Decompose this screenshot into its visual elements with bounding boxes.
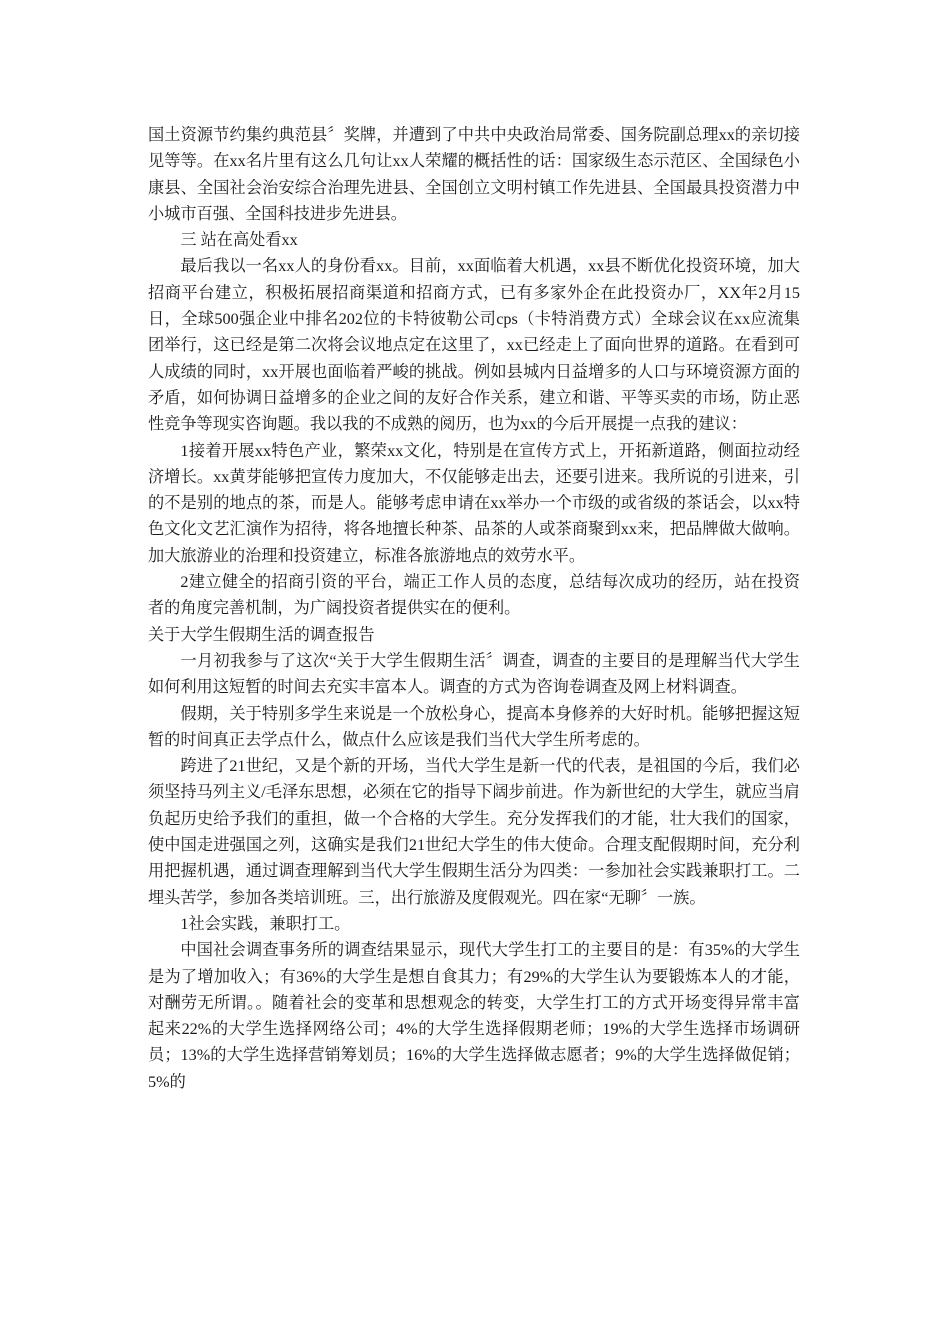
paragraph-opportunity-challenge: 最后我以一名xx人的身份看xx。目前，xx面临着大机遇，xx县不断优化投资环境，加大招商平台建立，积极拓展招商渠道和招商方式，已有多家外企在此投资办厂，XX年2月15日，全球500强企业中排名202位的卡特彼勒公司cps（卡特消费方式）全球会议在xx应流集团举行，这已经是第二次将会议地点定在这里了，xx已经走上了面向世界的道路。在看到可人成绩的同时，xx开展也面临着严峻的挑战。例如县城内日益增多的人口与环境资源方面的矛盾，如何协调日益增多的企业之间的友好合作关系，建立和谐、平等买卖的市场，防止恶性竞争等现实咨询题。我以我的不成熟的阅历，也为xx的今后开展提一点我的建议： bbox=[148, 257, 800, 434]
heading-section-three: 三 站在高处看xx bbox=[180, 231, 298, 250]
paragraph-suggestion-two: 2建立健全的招商引资的平台，端正工作人员的态度，总结每次成功的经历，站在投资者的角度完善机制，为广阔投资者提供实在的便利。 bbox=[148, 573, 800, 618]
paragraph-holiday-opportunity: 假期，关于特别多学生来说是一个放松身心，提高本身修养的大好时机。能够把握这短暂的时间真正去学点什么，做点什么应该是我们当代大学生所考虑的。 bbox=[148, 704, 800, 749]
paragraph-new-century: 跨进了21世纪，又是个新的开场，当代大学生是新一代的代表，是祖国的今后，我们必须坚持马列主义/毛泽东思想，必须在它的指导下阔步前进。作为新世纪的大学生，就应当肩负起历史给予我们的重担，做一个合格的大学生。充分发挥我们的才能，壮大我们的国家，使中国走进强国之列，这确实是我们21世纪大学生的伟大使命。合理支配假期时间，充分利用把握机遇，通过调查理解到当代大学生假期生活分为四类：一参加社会实践兼职打工。二埋头苦学，参加各类培训班。三，出行旅游及度假观光。四在家“无聊〞一族。 bbox=[148, 757, 800, 907]
paragraph-award-intro: 国土资源节约集约典范县〞奖牌，并遭到了中共中央政治局常委、国务院副总理xx的亲切接见等等。在xx名片里有这么几句让xx人荣耀的概括性的话：国家级生态示范区、全国绿色小康县、全国社会治安综合治理先进县、全国创立文明村镇工作先进县、全国最具投资潜力中小城市百强、全国科技进步先进县。 bbox=[148, 126, 800, 223]
paragraph-suggestion-one: 1接着开展xx特色产业，繁荣xx文化，特别是在宣传方式上，开拓新道路，侧面拉动经济增长。xx黄芽能够把宣传力度加大，不仅能够走出去，还要引进来。我所说的引进来，引的不是别的地点的茶，而是人。能够考虑申请在xx举办一个市级的或省级的茶话会，以xx特色文化文艺汇演作为招待，将各地擅长种茶、品茶的人或茶商聚到xx来，把品牌做大做响。加大旅游业的治理和投资建立，标准各旅游地点的效劳水平。 bbox=[148, 441, 800, 565]
paragraph-survey-results: 中国社会调查事务所的调查结果显示，现代大学生打工的主要目的是：有35%的大学生是为了增加收入；有36%的大学生是想自食其力；有29%的大学生认为要锻炼本人的才能，对酬劳无所谓。。随着社会的变革和思想观念的转变，大学生打工的方式开场变得异常丰富起来22%的大学生选择网络公司；4%的大学生选择假期老师；19%的大学生选择市场调研员；13%的大学生选择营销筹划员；16%的大学生选择做志愿者；9%的大学生选择做促销；5%的 bbox=[148, 941, 800, 1091]
paragraph-survey-purpose: 一月初我参与了这次“关于大学生假期生活〞调查，调查的主要目的是理解当代大学生如何利用这短暂的时间去充实丰富本人。调查的方式为咨询卷调查及网上材料调查。 bbox=[148, 651, 800, 697]
heading-social-practice: 1社会实践，兼职打工。 bbox=[180, 914, 351, 933]
document-body bbox=[148, 122, 800, 1095]
report-title: 关于大学生假期生活的调查报告 bbox=[148, 625, 375, 644]
